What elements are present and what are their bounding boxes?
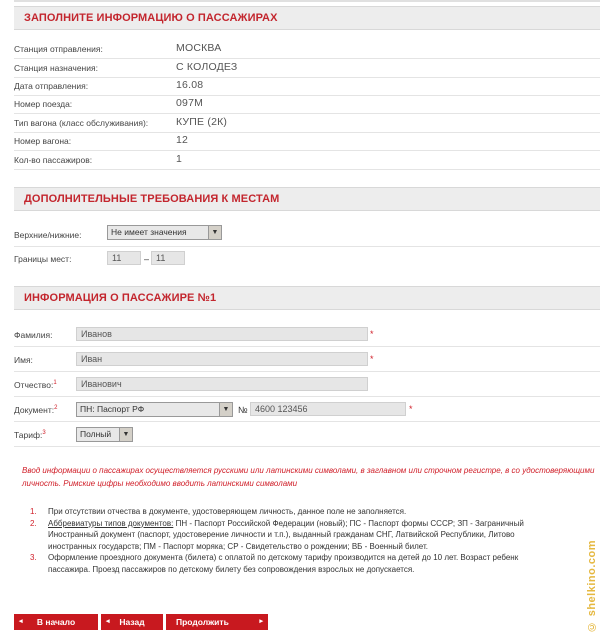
row-patronymic (14, 372, 600, 397)
number-sign: № (238, 405, 248, 415)
surname-input[interactable]: Иванов (76, 327, 368, 341)
footnote-3 (30, 552, 600, 564)
document-number-input[interactable]: 4600 123456 (250, 402, 406, 416)
arrow-left-icon: ◂ (106, 618, 110, 625)
upper-lower-select[interactable] (107, 225, 222, 240)
start-button[interactable] (14, 614, 98, 630)
start-button-label: В начало (36, 617, 76, 627)
row-surname (14, 322, 600, 347)
arrow-right-icon: ▸ (259, 618, 263, 625)
row-name (14, 347, 600, 372)
top-divider (14, 0, 600, 2)
footnote-text: При отсутствии отчества в документе, удостоверяющем личность, данное поле не заполняется. (48, 507, 407, 516)
date-value: 16.08 (176, 79, 204, 91)
section-header-seat-requirements (14, 187, 600, 211)
section-title: ЗАПОЛНИТЕ ИНФОРМАЦИЮ О ПАССАЖИРАХ (24, 12, 278, 24)
document-type-select[interactable] (76, 402, 233, 417)
document-label: Документ:$^2$ (14, 405, 58, 415)
continue-button-label: Продолжить (176, 617, 229, 627)
document-abbreviations-link[interactable]: Аббревиатуры типов документов: (48, 518, 174, 528)
seat-from-input[interactable]: 11 (107, 251, 141, 265)
required-mark: * (370, 329, 374, 339)
footnote-text: Оформление проездного документа (билета) с оплатой по детскому тарифу производится на детей до 10 лет. Возраст ребенк (48, 553, 519, 562)
footnote-ref[interactable]: 3 (42, 430, 46, 437)
footnote-3-cont (30, 564, 600, 576)
name-label: Имя: (14, 355, 33, 365)
row-arrival (14, 59, 600, 78)
required-mark: * (370, 354, 374, 364)
footnote-number: 1. (30, 507, 37, 516)
arrival-value: С КОЛОДЕЗ (176, 61, 238, 73)
car-number-label: Номер вагона: (14, 136, 72, 146)
seat-to-input[interactable]: 11 (151, 251, 185, 265)
footnote-ref[interactable]: 1 (53, 380, 57, 387)
row-document (14, 397, 600, 422)
upper-lower-selected-value: Не имеет значения (111, 227, 187, 237)
section-title: ДОПОЛНИТЕЛЬНЫЕ ТРЕБОВАНИЯ К МЕСТАМ (24, 193, 280, 205)
arrow-left-icon: ◂ (19, 618, 23, 625)
row-train (14, 95, 600, 114)
tariff-select[interactable] (76, 427, 133, 442)
name-input[interactable]: Иван (76, 352, 368, 366)
chevron-down-icon[interactable]: ▼ (219, 403, 232, 416)
arrival-label: Станция назначения: (14, 63, 98, 73)
surname-label: Фамилия: (14, 330, 53, 340)
row-tariff (14, 422, 600, 447)
train-value: 097М (176, 97, 204, 109)
row-car-type (14, 114, 600, 133)
train-label: Номер поезда: (14, 99, 73, 109)
footnote-2-cont (30, 529, 600, 541)
seat-range-dash: – (144, 254, 150, 264)
car-type-label: Тип вагона (класс обслуживания): (14, 118, 149, 128)
footnote-2 (30, 518, 600, 530)
footnotes-list (30, 506, 600, 575)
footnote-text: иностранных государств; ПМ - Паспорт моряка; СР - Свидетельство о рождении; ВБ - Военный билет. (48, 541, 428, 551)
patronymic-input[interactable]: Иванович (76, 377, 368, 391)
chevron-down-icon[interactable]: ▼ (119, 428, 132, 441)
car-type-value: КУПЕ (2К) (176, 116, 228, 128)
patronymic-label: Отчество:$^1$ (14, 380, 57, 390)
footnote-text: ПН - Паспорт Российской Федерации (новый); ПС - Паспорт формы СССР; ЗП - Заграничный (173, 518, 524, 528)
row-passengers (14, 151, 600, 170)
footnote-1 (30, 506, 600, 518)
section-header-passenger-info (14, 6, 600, 30)
departure-value: МОСКВА (176, 42, 222, 54)
row-seat-bounds (14, 246, 600, 270)
section-header-passenger1 (14, 286, 600, 310)
departure-label: Станция отправления: (14, 44, 103, 54)
back-button[interactable] (101, 614, 163, 630)
section-title: ИНФОРМАЦИЯ О ПАССАЖИРЕ №1 (24, 292, 217, 304)
footnote-2-cont (30, 541, 600, 553)
continue-button[interactable] (166, 614, 268, 630)
passengers-label: Кол-во пассажиров: (14, 155, 93, 165)
footnote-ref[interactable]: 2 (54, 405, 58, 412)
document-type-selected-value: ПН: Паспорт РФ (80, 404, 145, 414)
row-date (14, 77, 600, 96)
tariff-selected-value: Полный (80, 429, 112, 439)
chevron-down-icon[interactable]: ▼ (208, 226, 221, 239)
tariff-label: Тариф:$^3$ (14, 430, 46, 440)
date-label: Дата отправления: (14, 81, 89, 91)
seat-bounds-label: Границы мест: (14, 254, 72, 264)
input-note: Ввод информации о пассажирах осуществляется русскими или латинскими символами, в заглавном или строчном регистре, в со удостоверяющими личность. Римские цифры необходимо вводить латинскими символами (22, 466, 595, 488)
car-number-value: 12 (176, 134, 189, 146)
row-car-number (14, 132, 600, 151)
passengers-value: 1 (176, 153, 183, 165)
watermark: © shelkino.com (586, 540, 598, 633)
required-mark: * (409, 404, 413, 414)
row-upper-lower (14, 222, 600, 247)
footnote-number: 2. (30, 518, 37, 528)
upper-lower-label: Верхние/нижние: (14, 230, 82, 240)
footnote-text: пассажира. Проезд пассажиров по детскому билету без сопровождения взрослых не допускается. (48, 564, 415, 574)
footnote-number: 3. (30, 553, 37, 562)
footnote-text: Иностранный документ (паспорт, удостоверение личности и т.п.), выданный гражданам СНГ, Латвийской Республики, Литово (48, 530, 515, 539)
row-departure (14, 40, 600, 59)
back-button-label: Назад (119, 617, 145, 627)
